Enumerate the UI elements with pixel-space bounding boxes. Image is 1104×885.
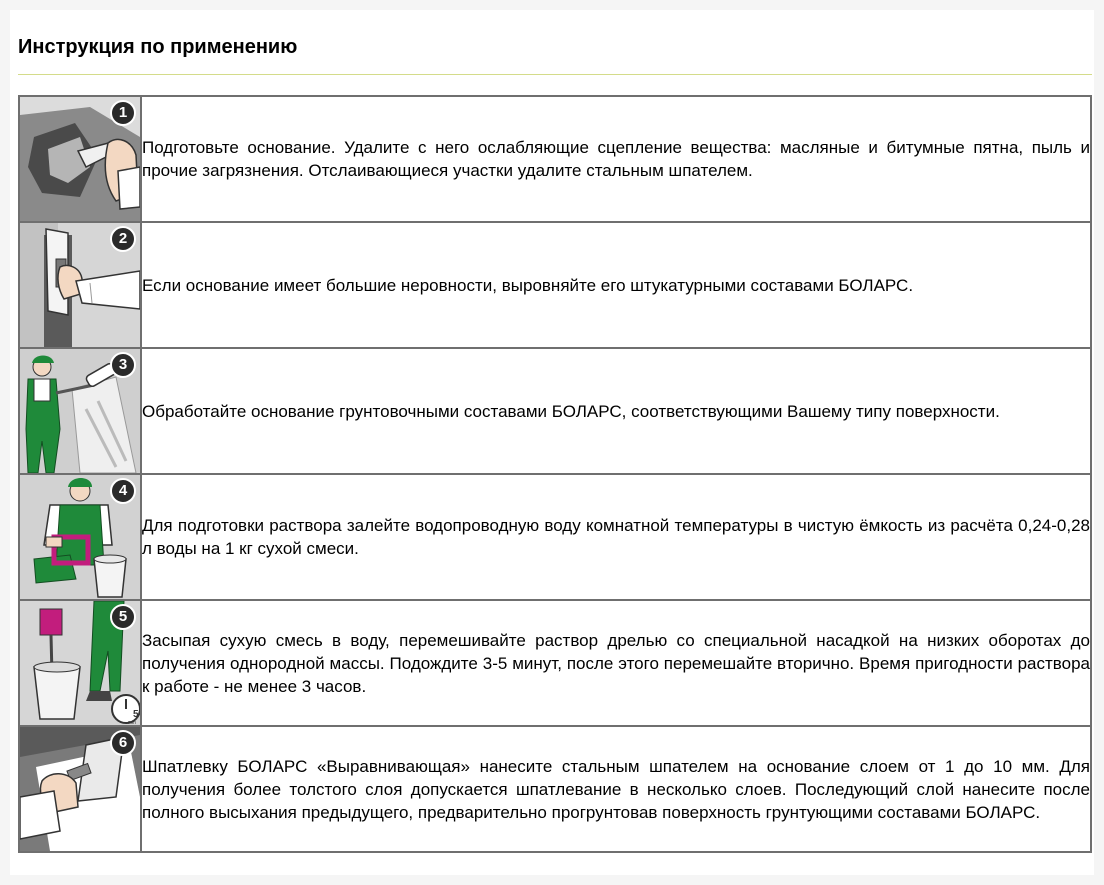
- step-description: Для подготовки раствора залейте водопроводную воду комнатной температуры в чистую ёмкость из расчёта 0,24-0,28 л воды на 1 кг сухой смеси.: [141, 474, 1091, 600]
- instructions-table: [18, 95, 1092, 853]
- hand-applying-putty-icon: [20, 727, 140, 851]
- step-description: Шпатлевку БОЛАРС «Выравнивающая» нанесите стальным шпателем на основание слоем от 1 до 10 мм. Для получения более толстого слоя допускается шпатлевание в несколько слоев. Последующий слой нанесите после полного высыхания предыдущего, предварительно прогрунтовав поверхность грунтующими составами БОЛАРС.: [141, 726, 1091, 852]
- step-description: Засыпая сухую смесь в воду, перемешивайте раствор дрелью со специальной насадкой на низких оборотах до получения однородной массы. Подождите 3-5 минут, после этого перемешайте вторично. Время пригодности раствора к работе - не менее 3 часов.: [141, 600, 1091, 726]
- worker-priming-roller-icon: [20, 349, 140, 473]
- hand-scraping-wall-icon: [20, 97, 140, 221]
- timer-label: 5: [133, 709, 139, 720]
- step-number-badge: 1: [110, 100, 136, 126]
- step-description: Обработайте основание грунтовочными составами БОЛАРС, соответствующими Вашему типу поверхности.: [141, 348, 1091, 474]
- step-image-cell: [19, 474, 141, 600]
- step-image-cell: [19, 222, 141, 348]
- step-description: Если основание имеет большие неровности, выровняйте его штукатурными составами БОЛАРС.: [141, 222, 1091, 348]
- timer-unit: min: [128, 720, 137, 725]
- step-image-cell: [19, 96, 141, 222]
- step-row: [19, 222, 1091, 348]
- step-number-badge: 3: [110, 352, 136, 378]
- step-row: [19, 348, 1091, 474]
- step-row: [19, 474, 1091, 600]
- step-number-badge: 4: [110, 478, 136, 504]
- step-number-badge: 6: [110, 730, 136, 756]
- instructions-panel: [10, 10, 1094, 875]
- step-image-cell: [19, 348, 141, 474]
- title-divider: [18, 74, 1092, 75]
- step-row: [19, 600, 1091, 726]
- step-row: [19, 96, 1091, 222]
- step-row: [19, 726, 1091, 852]
- worker-pouring-water-icon: [20, 475, 140, 599]
- step-number-badge: 2: [110, 226, 136, 252]
- step-number-badge: 5: [110, 604, 136, 630]
- step-image-cell: [19, 600, 141, 726]
- page-title: Инструкция по применению: [18, 36, 298, 58]
- step-description: Подготовьте основание. Удалите с него ослабляющие сцепление вещества: масляные и битумные пятна, пыль и прочие загрязнения. Отслаивающиеся участки удалите стальным шпателем.: [141, 96, 1091, 222]
- hand-plastering-trowel-icon: [20, 223, 140, 347]
- step-image-cell: [19, 726, 141, 852]
- drill-mixing-bucket-icon: [20, 601, 140, 725]
